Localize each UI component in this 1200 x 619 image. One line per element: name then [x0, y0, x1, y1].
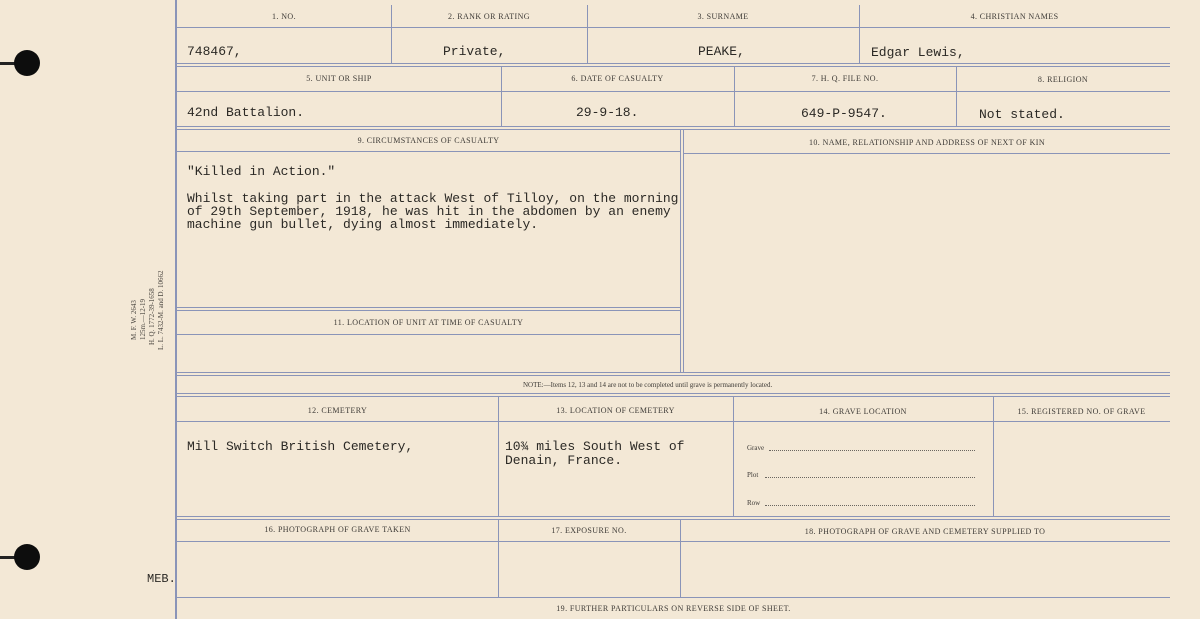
header-photo-taken: 16. PHOTOGRAPH OF GRAVE TAKEN [264, 525, 411, 534]
rule [177, 66, 1170, 67]
header-exposure: 17. EXPOSURE NO. [551, 526, 627, 535]
value-surname: PEAKE, [698, 44, 745, 59]
row-dotted-line [765, 505, 975, 506]
rule [177, 91, 1170, 92]
header-next-of-kin: 10. NAME, RELATIONSHIP AND ADDRESS OF NEXT OF KIN [808, 138, 1046, 147]
rule [177, 310, 680, 311]
rule [177, 307, 680, 308]
header-location-unit: 11. LOCATION OF UNIT AT TIME OF CASUALTY [333, 318, 524, 327]
header-grave-location: 14. GRAVE LOCATION [819, 407, 907, 416]
rule [177, 597, 1170, 598]
rule [177, 541, 1170, 542]
grave-dotted-line [769, 450, 975, 451]
value-christian-names: Edgar Lewis, [871, 45, 965, 60]
rule [177, 151, 680, 152]
header-registered-no: 15. REGISTERED NO. OF GRAVE [1017, 407, 1146, 416]
rule [684, 153, 1170, 154]
circumstances-line-4: machine gun bullet, dying almost immediately. [187, 217, 539, 232]
header-rank: 2. RANK OR RATING [448, 12, 530, 21]
rule [680, 129, 681, 372]
rule [683, 129, 684, 372]
header-circumstances: 9. CIRCUMSTANCES OF CASUALTY [357, 136, 500, 145]
value-religion: Not stated. [979, 107, 1065, 122]
rule [177, 27, 1170, 28]
circumstances-line-2: Whilst taking part in the attack West of Tilloy, on the morning [187, 191, 679, 206]
header-unit: 5. UNIT OR SHIP [306, 74, 372, 83]
value-cemetery: Mill Switch British Cemetery, [187, 439, 414, 454]
initials: MEB. [147, 572, 176, 586]
punch-hole-top [14, 50, 40, 76]
plot-dotted-line [765, 477, 975, 478]
note-text: NOTE:—Items 12, 13 and 14 are not to be completed until grave is permanently located. [523, 381, 773, 389]
header-hq-file: 7. H. Q. FILE NO. [811, 74, 879, 83]
side-print-1: M. F. W. 2643 [130, 300, 138, 340]
header-religion: 8. RELIGION [1037, 75, 1089, 84]
rule [177, 372, 1170, 373]
row-label: Row [747, 499, 761, 507]
plot-label: Plot [747, 471, 759, 479]
rule [177, 63, 1170, 64]
header-location-cemetery: 13. LOCATION OF CEMETERY [556, 406, 675, 415]
rule [177, 129, 1170, 130]
value-hq-file: 649-P-9547. [801, 106, 887, 121]
header-date: 6. DATE OF CASUALTY [571, 74, 664, 83]
rule [177, 519, 1170, 520]
value-no: 748467, [187, 44, 242, 59]
side-print-4: L. L. 7432-M. and D. 10662 [157, 270, 165, 350]
value-location-cemetery-line-1: 10¾ miles South West of [505, 439, 685, 454]
header-christian-names: 4. CHRISTIAN NAMES [970, 12, 1059, 21]
side-print-2: 125m.—12-19 [139, 298, 147, 340]
side-print-3: H. Q. 1772-39-1658 [148, 288, 156, 345]
grave-label: Grave [747, 444, 765, 452]
rule [177, 396, 1170, 397]
rule [177, 334, 680, 335]
rule [177, 375, 1170, 376]
value-date: 29-9-18. [576, 105, 639, 120]
header-cemetery: 12. CEMETERY [307, 406, 368, 415]
circumstances-line-1: "Killed in Action." [187, 164, 336, 179]
footer-further-particulars: 19. FURTHER PARTICULARS ON REVERSE SIDE OF SHEET. [556, 604, 791, 613]
value-location-cemetery-line-2: Denain, France. [505, 453, 623, 468]
value-rank: Private, [443, 44, 506, 59]
rule [177, 421, 1170, 422]
value-unit: 42nd Battalion. [187, 105, 305, 120]
rule [177, 126, 1170, 127]
header-photo-supplied: 18. PHOTOGRAPH OF GRAVE AND CEMETERY SUPPLIED TO [804, 527, 1046, 536]
circumstances-line-3: of 29th September, 1918, he was hit in the abdomen by an enemy [187, 204, 671, 219]
header-no: 1. NO. [272, 12, 296, 21]
punch-hole-bottom [14, 544, 40, 570]
header-surname: 3. SURNAME [697, 12, 749, 21]
rule [177, 516, 1170, 517]
rule [177, 393, 1170, 394]
